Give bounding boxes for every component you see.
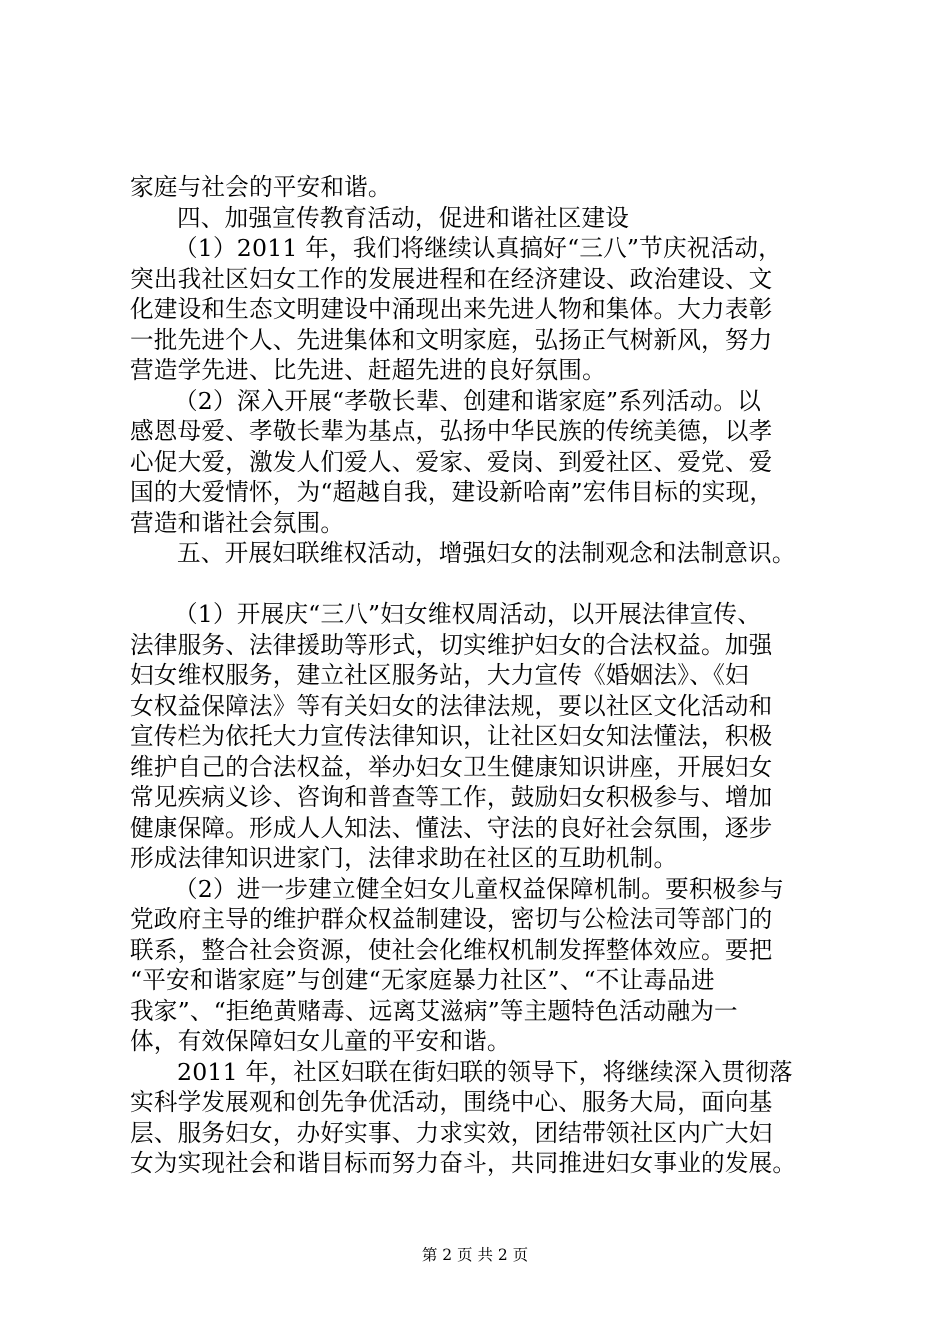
text-line: 形成法律知识进家门，法律求助在社区的互助机制。: [130, 844, 678, 872]
text-line: 家庭与社会的平安和谐。: [130, 173, 392, 201]
text-line: 常见疾病义诊、咨询和普查等工作，鼓励妇女积极参与、增加: [130, 783, 773, 811]
document-body: [130, 172, 830, 1179]
text-line: 党政府主导的维护群众权益制建设，密切与公检法司等部门的: [130, 905, 773, 933]
text-line: 营造和谐社会氛围。: [130, 508, 345, 537]
text-line: 一批先进个人、先进集体和文明家庭，弘扬正气树新风，努力: [130, 325, 773, 354]
text-line: 宣传栏为依托大力宣传法律知识，让社区妇女知法懂法，积极: [130, 722, 773, 750]
text-line: 营造学先进、比先进、赶超先进的良好氛围。: [130, 356, 606, 384]
section-heading: 四、加强宣传教育活动，促进和谐社区建设: [177, 203, 630, 232]
text-line: 化建设和生态文明建设中涌现出来先进人物和集体。大力表彰: [130, 295, 773, 323]
text-line: 2011 年，社区妇联在街妇联的领导下，将继续深入贯彻落: [177, 1057, 793, 1086]
text-line: “平安和谐家庭”与创建“无家庭暴力社区”、“不让毒品进: [130, 966, 715, 994]
text-line: 女为实现社会和谐目标而努力奋斗，共同推进妇女事业的发展。: [130, 1149, 797, 1177]
text-line: 法律服务、法律援助等形式，切实维护妇女的合法权益。加强: [130, 630, 773, 659]
text-line: 层、服务妇女，办好实事、力求实效，团结带领社区内广大妇: [130, 1118, 773, 1147]
blank-line: [130, 569, 830, 600]
text-line: 妇女维权服务，建立社区服务站，大力宣传《婚姻法》、《妇: [130, 661, 749, 689]
text-line: 体，有效保障妇女儿童的平安和谐。: [130, 1027, 511, 1055]
text-line: 心促大爱，激发人们爱人、爱家、爱岗、到爱社区、爱党、爱: [130, 447, 773, 476]
text-line: （1）2011 年，我们将继续认真搞好“三八”节庆祝活动，: [174, 234, 782, 262]
text-line: 健康保障。形成人人知法、懂法、守法的良好社会氛围，逐步: [130, 813, 773, 842]
text-line: 我家”、“拒绝黄赌毒、远离艾滋病”等主题特色活动融为一: [130, 996, 738, 1025]
text-line: 突出我社区妇女工作的发展进程和在经济建设、政治建设、文: [130, 264, 773, 293]
page-number-footer: 第 2 页 共 2 页: [421, 1246, 529, 1264]
text-line: 维护自己的合法权益，举办妇女卫生健康知识讲座，开展妇女: [130, 752, 773, 781]
text-line: 联系，整合社会资源，使社会化维权机制发挥整体效应。要把: [130, 935, 773, 964]
text-line: （2）深入开展“孝敬长辈、创建和谐家庭”系列活动。以: [174, 386, 761, 415]
section-heading: 五、开展妇联维权活动，增强妇女的法制观念和法制意识。: [177, 539, 796, 567]
text-line: 国的大爱情怀，为“超越自我，建设新哈南”宏伟目标的实现，: [130, 478, 774, 506]
text-line: （2）进一步建立健全妇女儿童权益保障机制。要积极参与: [174, 874, 785, 903]
text-line: 感恩母爱、孝敬长辈为基点，弘扬中华民族的传统美德，以孝: [130, 417, 773, 445]
text-line: 实科学发展观和创先争优活动，围绕中心、服务大局，面向基: [130, 1088, 773, 1116]
text-line: 女权益保障法》等有关妇女的法律法规，要以社区文化活动和: [130, 691, 773, 720]
text-line: （1）开展庆“三八”妇女维权周活动，以开展法律宣传、: [174, 600, 761, 628]
